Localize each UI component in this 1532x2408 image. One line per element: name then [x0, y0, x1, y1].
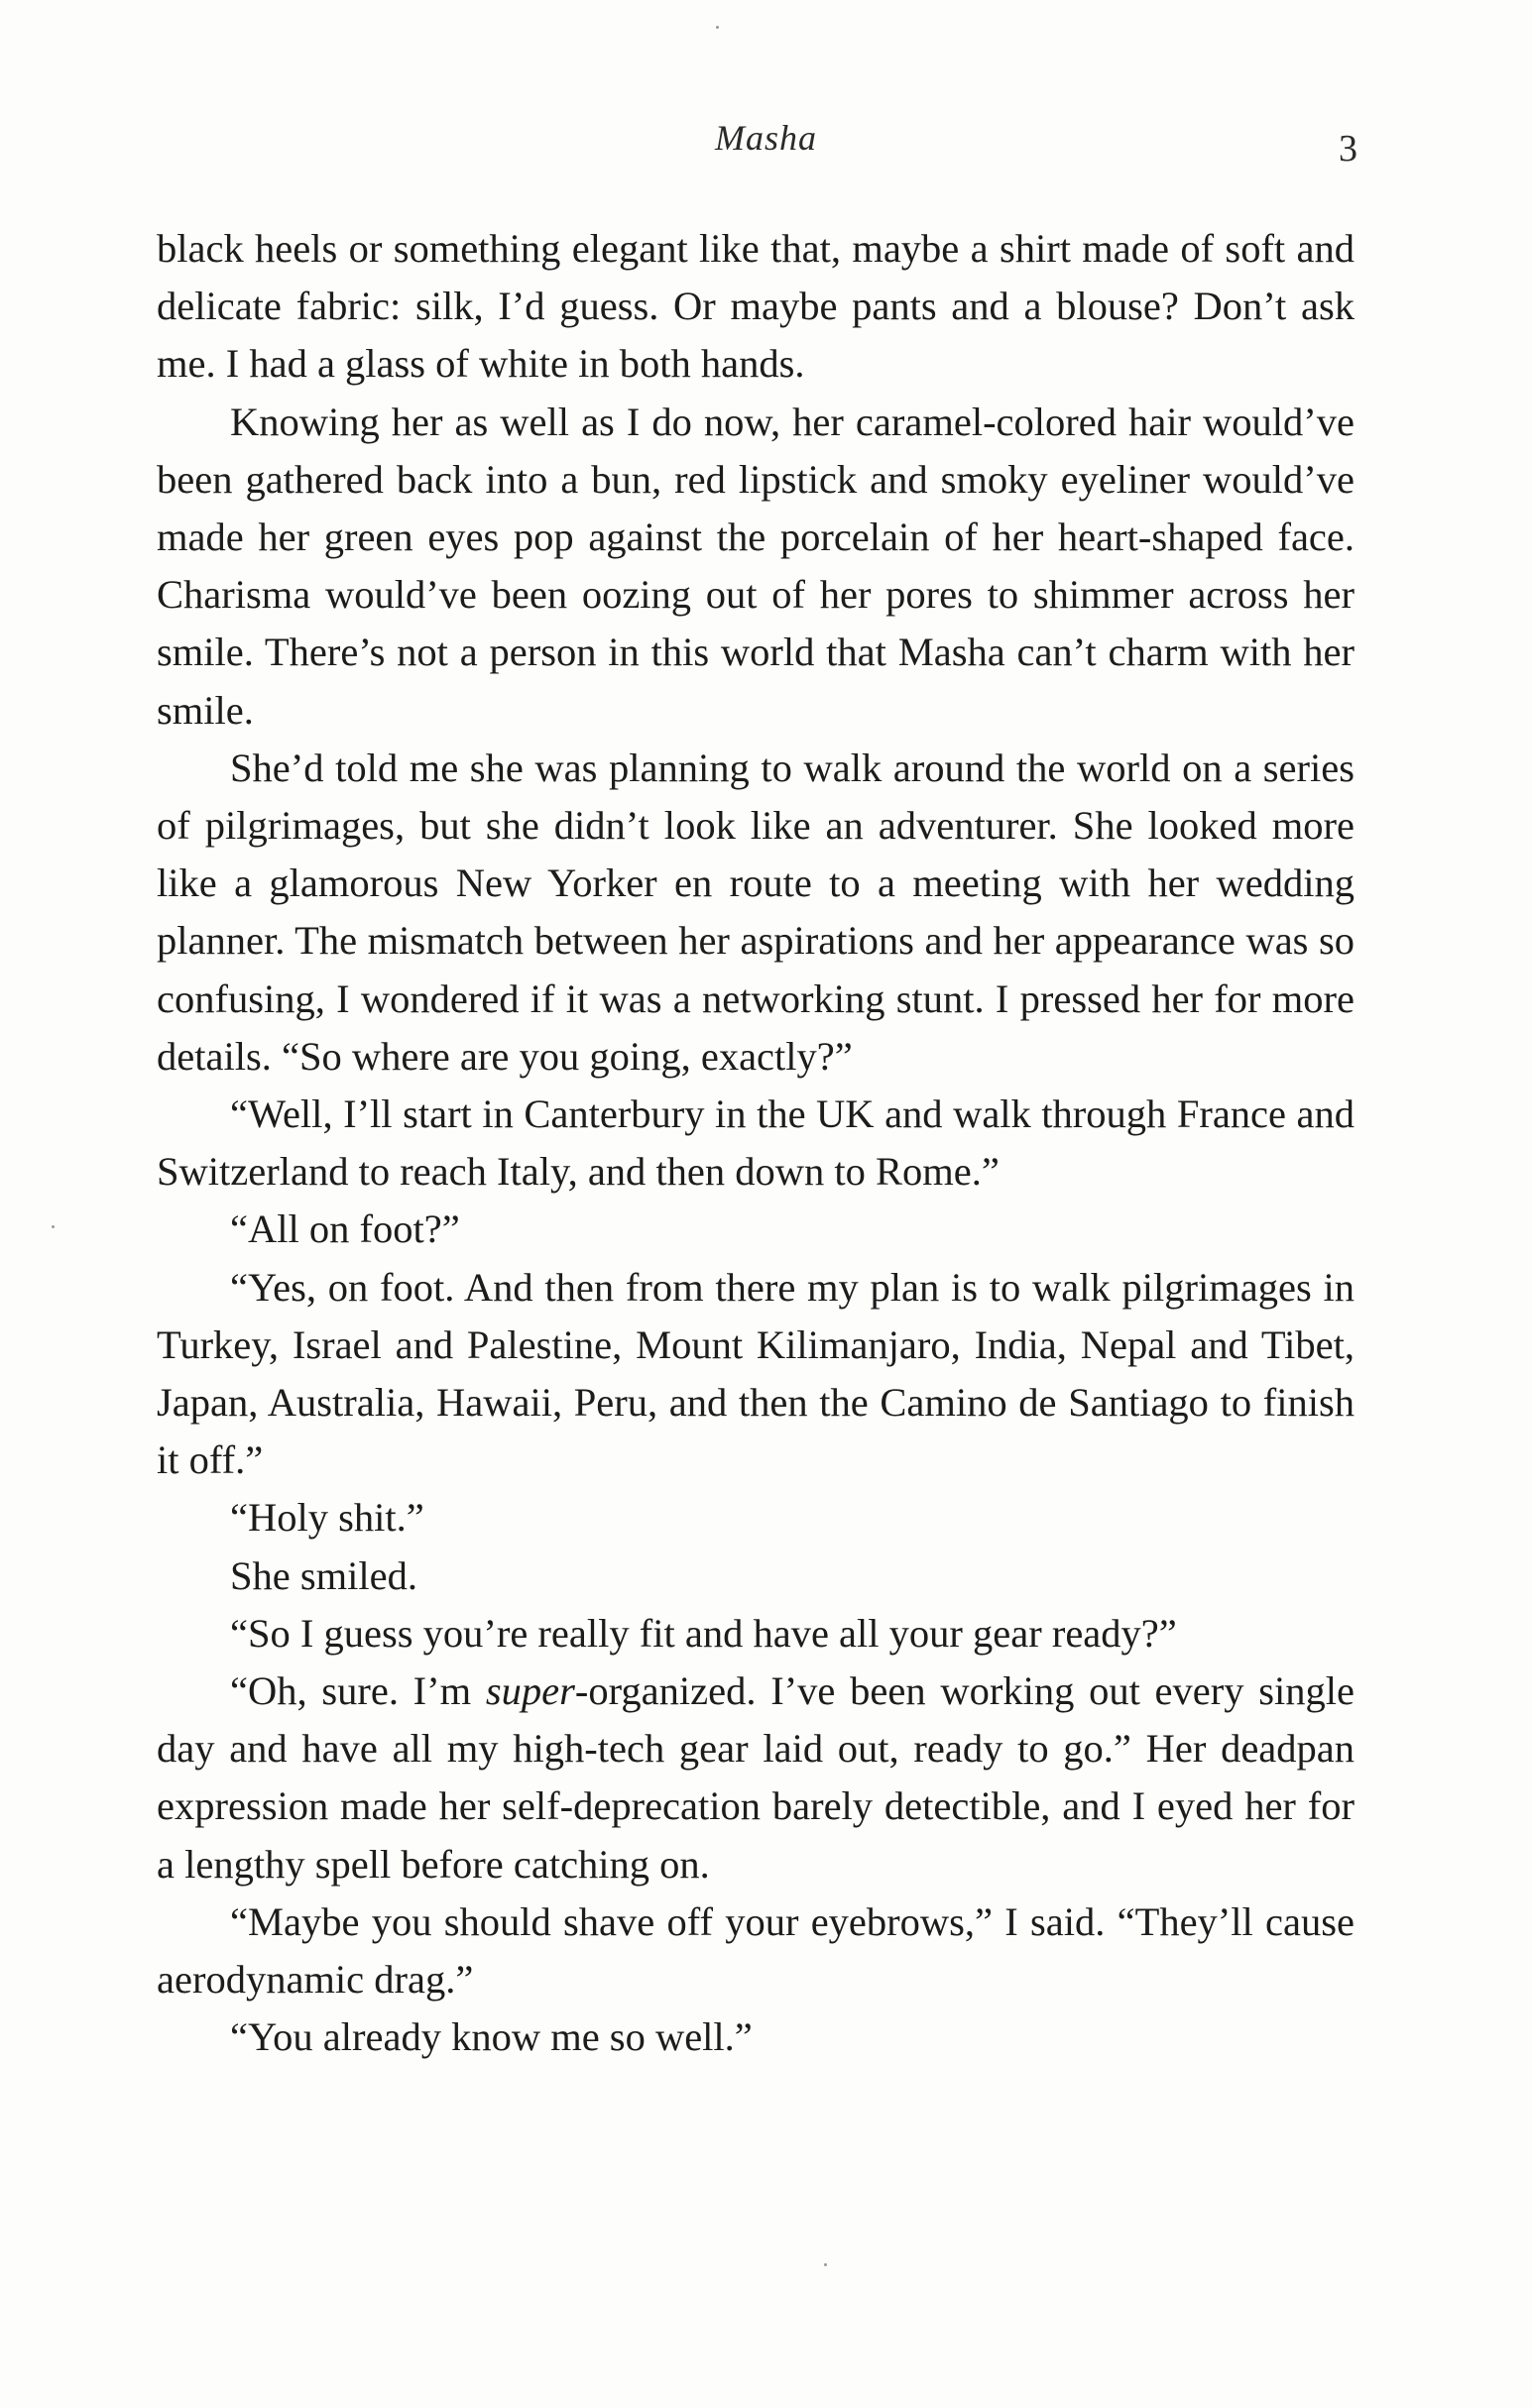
paragraph-6: “Yes, on foot. And then from there my plan is to walk pilgrimages in Turkey, Israel and Palestine, Mount Kilimanjaro, India, Nepal and Tibet, Japan, Australia, Hawaii, Peru, and then the Camino de Santiago to finish it off.”: [157, 1264, 1355, 1483]
paragraph-7: “Holy shit.”: [230, 1495, 424, 1541]
paragraph-2: Knowing her as well as I do now, her caramel-colored hair would’ve been gathered back into a bun, red lipstick and smoky eyeliner would’ve made her green eyes pop against the porcelain of her heart-shaped face. Charisma would’ve been oozing out of her pores to shimmer across her smile. There’s not a person in this world that Masha can’t charm with her smile.: [157, 399, 1355, 733]
paragraph-1: black heels or something elegant like that, maybe a shirt made of soft and delicate fabric: silk, I’d guess. Or maybe pants and a blouse? Don’t ask me. I had a glass of white in both hands.: [157, 226, 1355, 387]
running-title: Masha: [715, 118, 817, 158]
emphasis-super: super: [485, 1668, 575, 1714]
paragraph-5: “All on foot?”: [230, 1206, 460, 1252]
paragraph-9: “So I guess you’re really fit and have all your gear ready?”: [230, 1610, 1177, 1656]
paragraph-12: “You already know me so well.”: [230, 2014, 753, 2060]
paragraph-10-end: -organized. I’ve been working out every single day and have all my high-tech gear laid out, ready to go.” Her deadpan expression made her self-deprecation barely detectible, and I eyed her for a lengthy spell before catching on.: [157, 1668, 1355, 1887]
paragraph-4: “Well, I’ll start in Canterbury in the UK and walk through France and Switzerland to reach Italy, and then down to Rome.”: [157, 1091, 1355, 1195]
paragraph-11: “Maybe you should shave off your eyebrows,” I said. “They’ll cause aerodynamic drag.”: [157, 1898, 1355, 2003]
page-number: 3: [1339, 128, 1357, 170]
scan-speck: [52, 1225, 55, 1228]
scan-speck: [716, 26, 719, 29]
paragraph-10: [157, 1663, 1355, 1893]
paragraph-10-start: “Oh, sure. I’m: [230, 1668, 486, 1714]
paragraph-3: She’d told me she was planning to walk around the world on a series of pilgrimages, but she didn’t look like an adventurer. She looked more like a glamorous New Yorker en route to a meeting with her wedding planner. The mismatch between her aspirations and her appearance was so confusing, I wondered if it was a networking stunt. I pressed her for more details. “So where are you going, exactly?”: [157, 745, 1355, 1079]
paragraph-8: She smiled.: [230, 1552, 417, 1598]
scan-speck: [824, 2263, 827, 2266]
body-text: [157, 220, 1355, 2067]
